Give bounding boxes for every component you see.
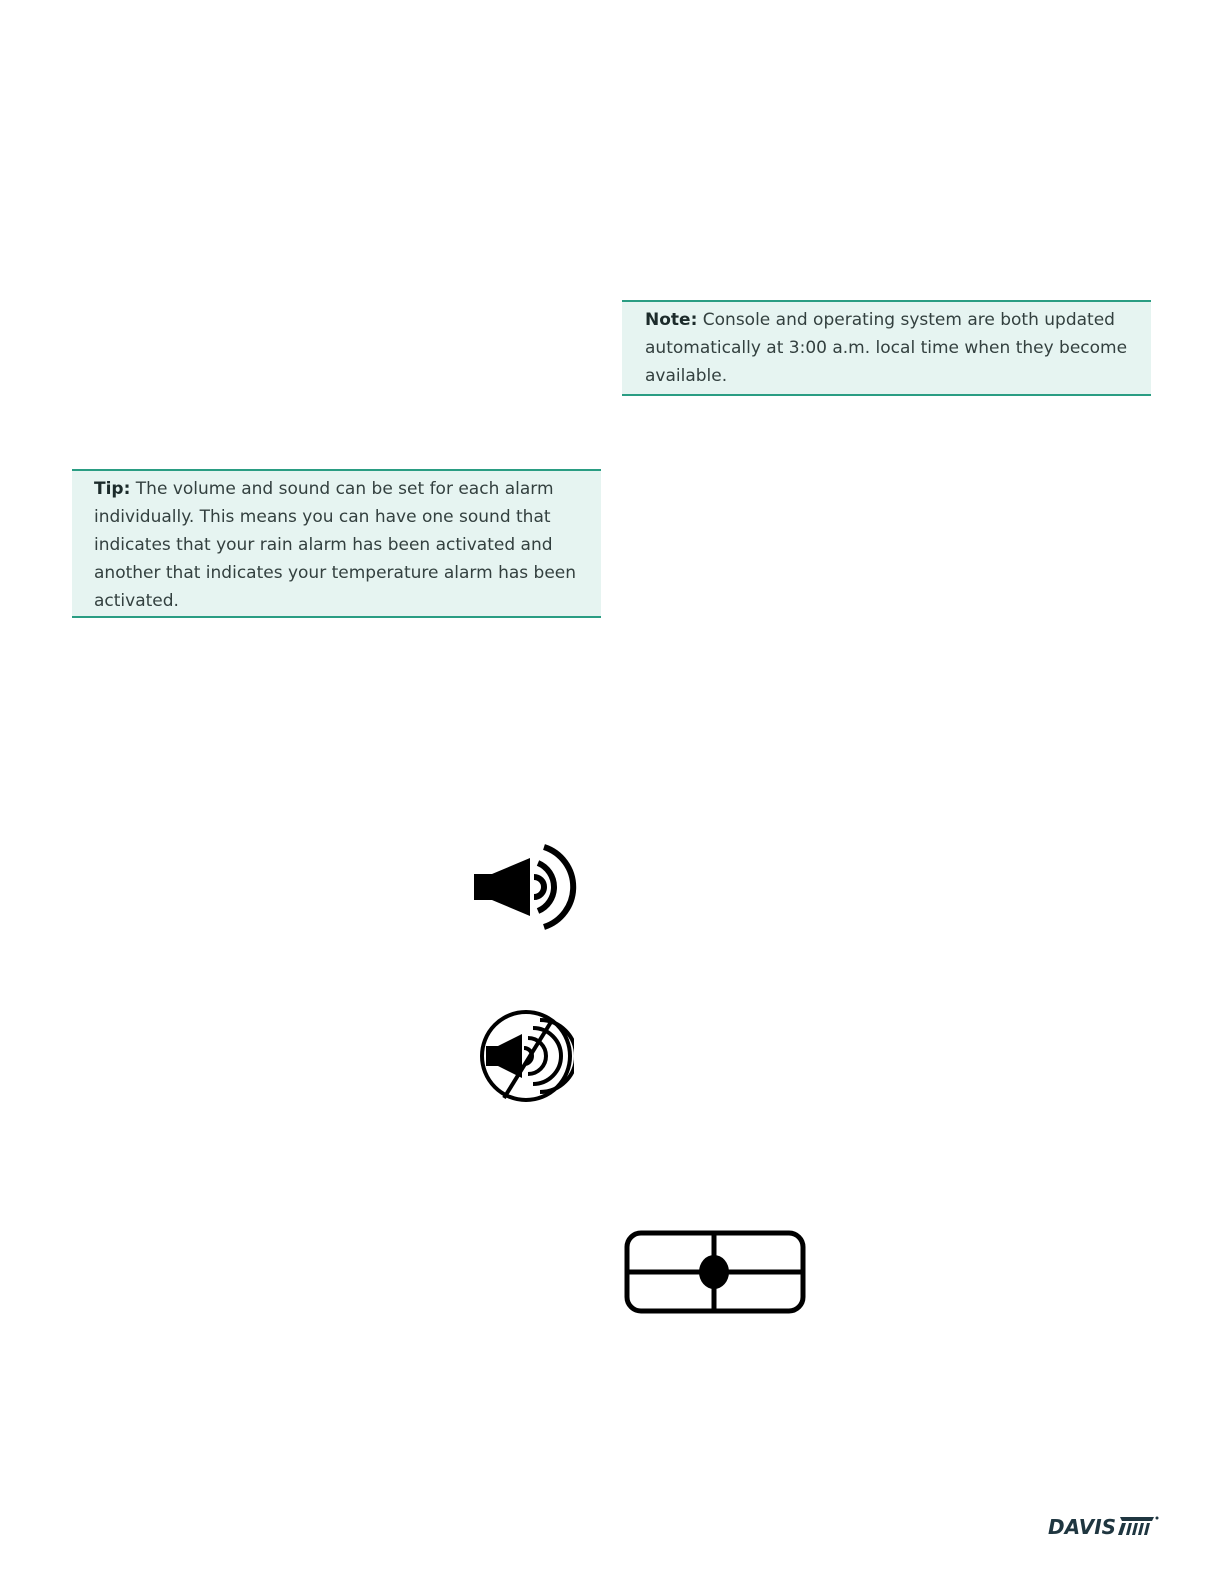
note-callout [622, 300, 1151, 396]
speaker-on-icon [472, 842, 584, 932]
tip-label: Tip: [94, 479, 131, 499]
tip-callout [72, 469, 601, 618]
speaker-muted-icon [478, 1008, 574, 1104]
note-label: Note: [645, 310, 698, 330]
davis-logo [1048, 1513, 1160, 1539]
davis-logo-text: DAVIS [1048, 1515, 1117, 1539]
volume-slider-icon [624, 1230, 806, 1314]
tip-text: The volume and sound can be set for each alarm individually. This means you can have one sound that indicates that your rain alarm has been activated and another that indicates your temperature alarm has been activated. [94, 479, 577, 611]
note-text: Console and operating system are both updated automatically at 3:00 a.m. local time when they become available. [645, 310, 1128, 386]
